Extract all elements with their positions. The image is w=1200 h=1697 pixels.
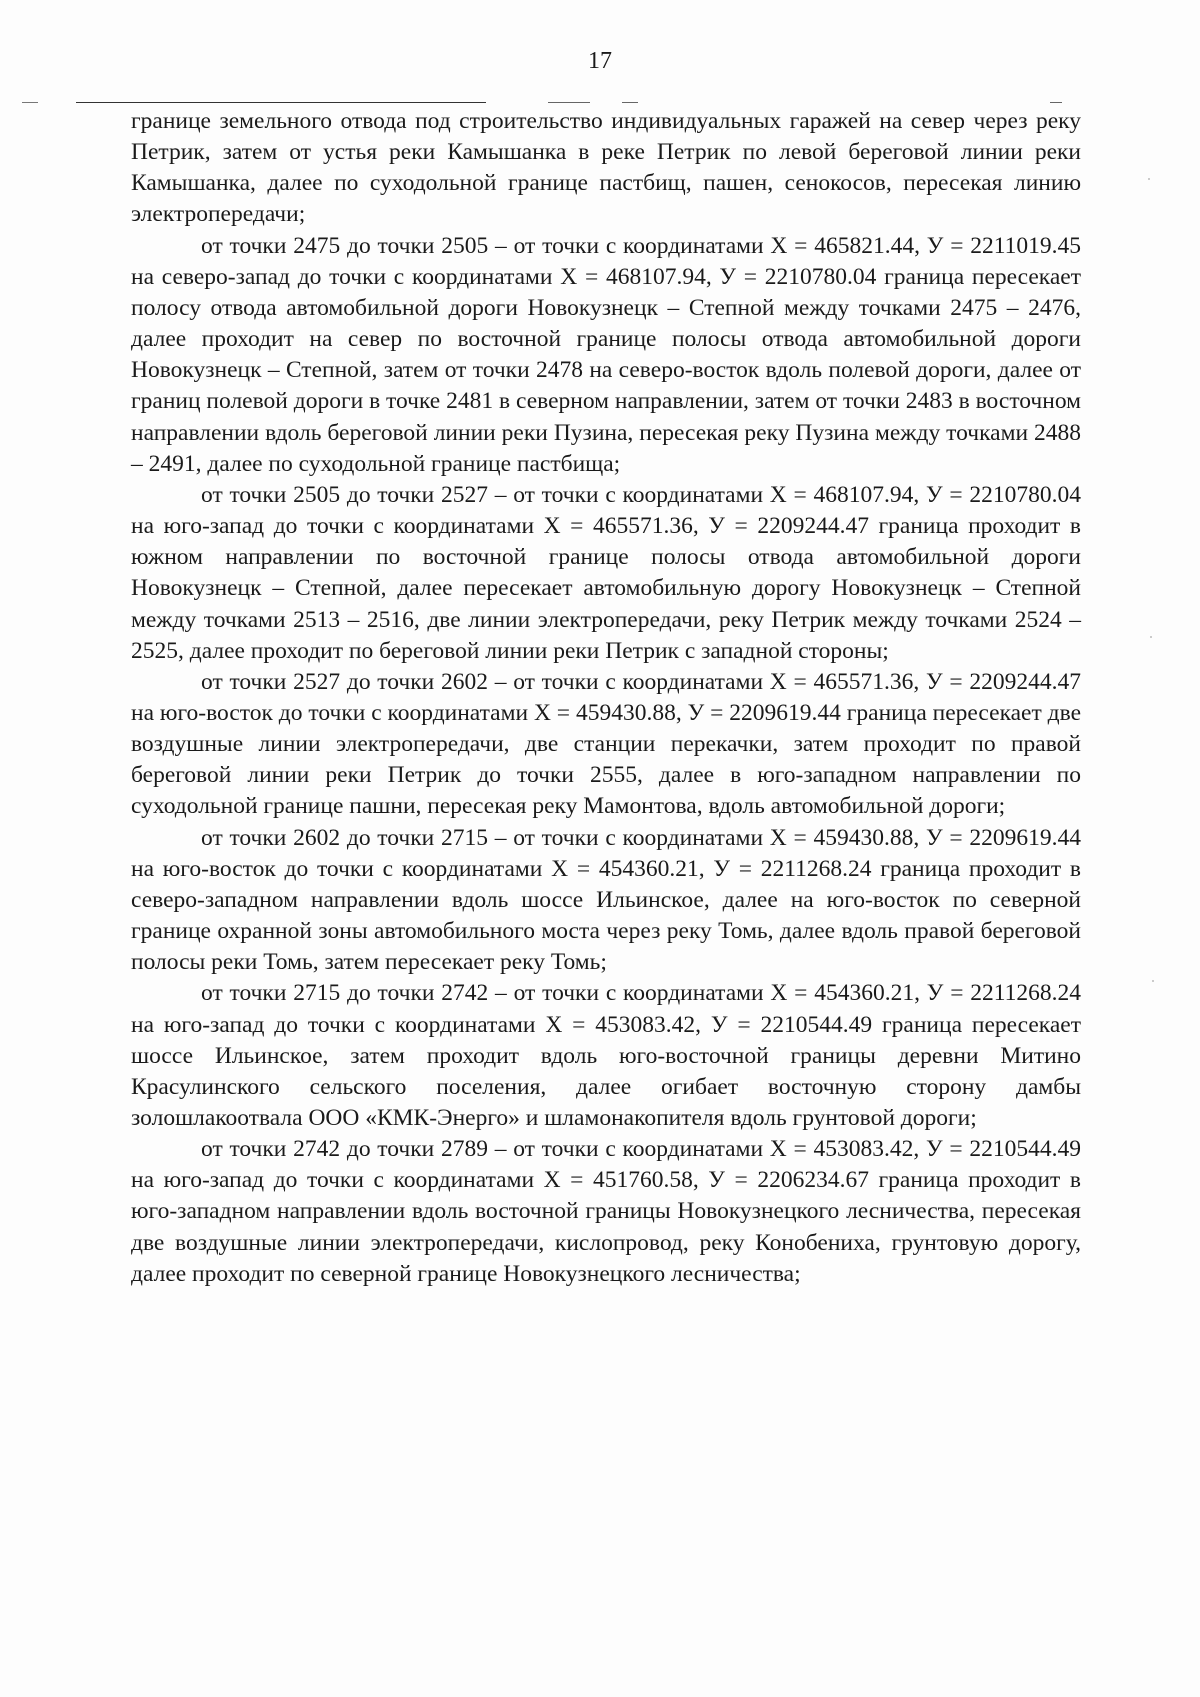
scan-speck xyxy=(1148,178,1150,180)
scan-speck xyxy=(1152,980,1154,982)
header-rule xyxy=(548,102,590,103)
paragraph-2527-2602: от точки 2527 до точки 2602 – от точки с координатами Х = 465571.36, У = 2209244.47 на юго-восток до точки с координатами Х = 459430.88, У = 2209619.44 граница пересекает две воздушные линии электропередачи, две станции перекачки, затем проходит по правой береговой линии реки Петрик до точки 2555, далее в юго-западном направлении по суходольной границе пашни, пересекая реку Мамонтова, вдоль автомобильной дороги; xyxy=(131,668,1081,820)
paragraph-2602-2715: от точки 2602 до точки 2715 – от точки с координатами Х = 459430.88, У = 2209619.44 на юго-восток до точки с координатами Х = 454360.21, У = 2211268.24 граница проходит в северо-западном направлении вдоль шоссе Ильинское, далее на юго-восток по северной границе охранной зоны автомобильного моста через реку Томь, далее вдоль правой береговой полосы реки Томь, затем пересекает реку Томь; xyxy=(131,824,1081,976)
paragraph-2505-2527: от точки 2505 до точки 2527 – от точки с координатами Х = 468107.94, У = 2210780.04 на юго-запад до точки с координатами Х = 465571.36, У = 2209244.47 граница проходит в южном направлении по восточной границе полосы отвода автомобильной дороги Новокузнецк – Степной, далее пересекает автомобильную дорогу Новокузнецк – Степной между точками 2513 – 2516, две линии электропередачи, реку Петрик между точками 2524 – 2525, далее проходит по береговой линии реки Петрик с западной стороны; xyxy=(131,481,1081,664)
header-rule xyxy=(76,102,486,103)
paragraph-2742-2789: от точки 2742 до точки 2789 – от точки с координатами Х = 453083.42, У = 2210544.49 на юго-запад до точки с координатами Х = 451760.58, У = 2206234.67 граница проходит в юго-западном направлении вдоль восточной границы Новокузнецкого лесничества, пересекая две воздушные линии электропередачи, кислопровод, реку Конобениха, грунтовую дорогу, далее проходит по северной границе Новокузнецкого лесничества; xyxy=(131,1136,1081,1287)
scan-speck xyxy=(1150,636,1152,638)
header-rule xyxy=(1050,102,1062,103)
paragraph-continuation: границе земельного отвода под строительство индивидуальных гаражей на север через реку Петрик, затем от устья реки Камышанка в реке Петрик по левой береговой линии реки Камышанка, далее по суходольной границе пастбищ, пашен, сенокосов, пересекая линию электропередачи; xyxy=(131,108,1081,228)
page-number: 17 xyxy=(588,48,612,74)
paragraph-2715-2742: от точки 2715 до точки 2742 – от точки с координатами Х = 454360.21, У = 2211268.24 на юго-запад до точки с координатами Х = 453083.42, У = 2210544.49 граница пересекает шоссе Ильинское, затем проходит вдоль юго-восточной границы деревни Митино Красулинского сельского поселения, далее огибает восточную сторону дамбы золошлакоотвала ООО «КМК-Энерго» и шламонакопителя вдоль грунтовой дороги; xyxy=(131,980,1081,1131)
document-body xyxy=(131,106,1081,1290)
header-rule xyxy=(622,102,638,103)
header-rule xyxy=(22,102,38,103)
paragraph-2475-2505: от точки 2475 до точки 2505 – от точки с координатами Х = 465821.44, У = 2211019.45 на северо-запад до точки с координатами Х = 468107.94, У = 2210780.04 граница пересекает полосу отвода автомобильной дороги Новокузнецк – Степной между точками 2475 – 2476, далее проходит на север по восточной границе полосы отвода автомобильной дороги Новокузнецк – Степной, затем от точки 2478 на северо-восток вдоль полевой дороги, далее от границ полевой дороги в точке 2481 в северном направлении, затем от точки 2483 в восточном направлении вдоль береговой линии реки Пузина, пересекая реку Пузина между точками 2488 – 2491, далее по суходольной границе пастбища; xyxy=(131,232,1081,477)
